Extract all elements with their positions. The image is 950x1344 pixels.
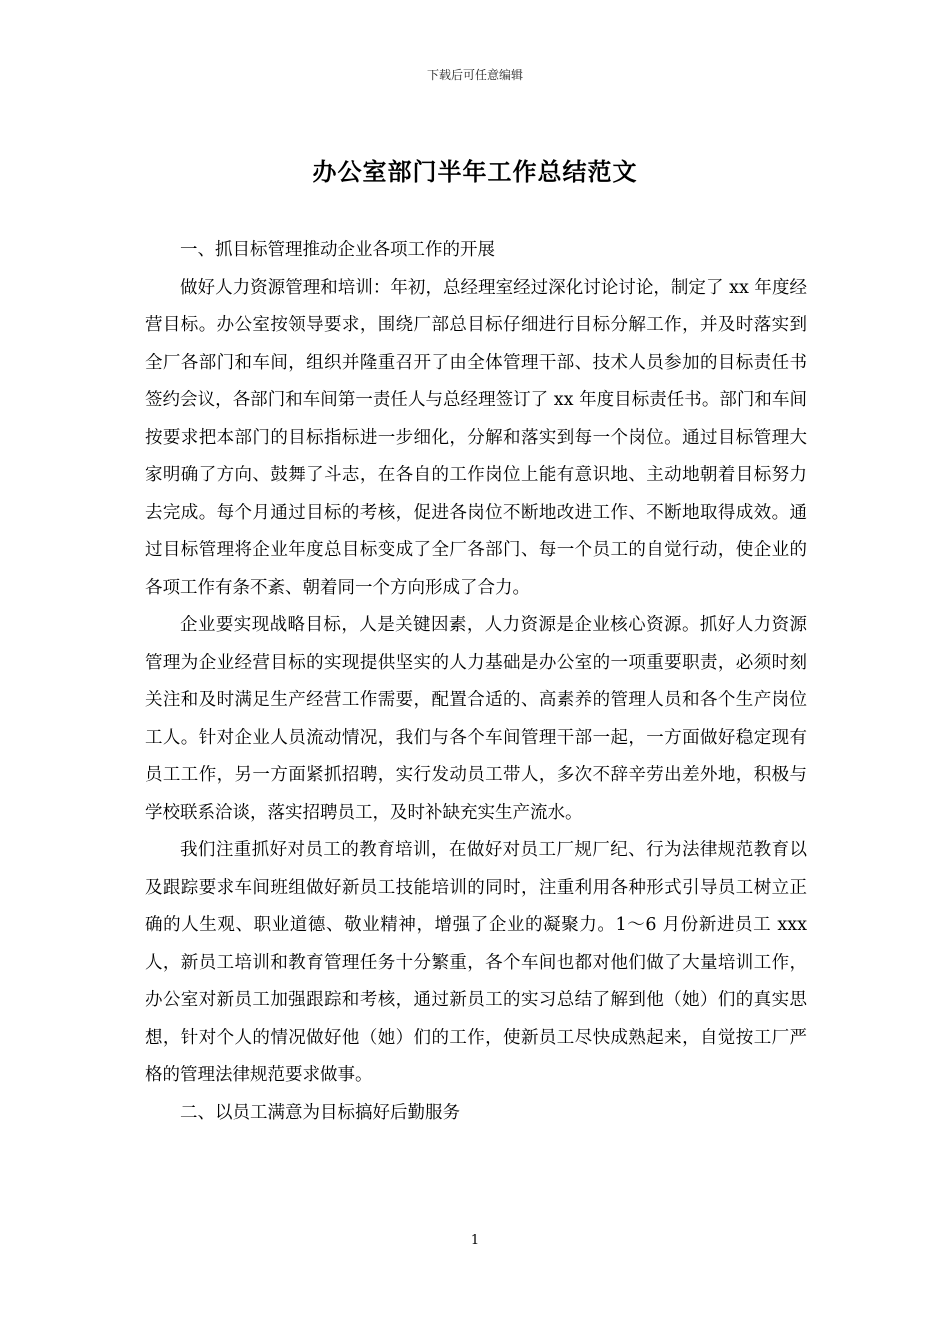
- page-number: 1: [470, 1233, 480, 1248]
- paragraph-1: 做好人力资源管理和培训：年初，总经理室经过深化讨论讨论，制定了 xx 年度经营目标。办公室按领导要求，围绕厂部总目标仔细进行目标分解工作，并及时落实到全厂各部门和车间，组织并隆重召开了由全体管理干部、技术人员参加的目标责任书签约会议，各部门和车间第一责任人与总经理签订了 xx 年度目标责任书。部门和车间按要求把本部门的目标指标进一步细化，分解和落实到每一个岗位。通过目标管理大家明确了方向、鼓舞了斗志，在各自的工作岗位上能有意识地、主动地朝着目标努力去完成。每个月通过目标的考核，促进各岗位不断地改进工作、不断地取得成效。通过目标管理将企业年度总目标变成了全厂各部门、每一个员工的自觉行动，使企业的各项工作有条不紊、朝着同一个方向形成了合力。: [145, 277, 807, 598]
- header-note: 下载后可任意编辑: [426, 68, 523, 82]
- paragraph-2: 企业要实现战略目标，人是关键因素，人力资源是企业核心资源。抓好人力资源管理为企业经营目标的实现提供坚实的人力基础是办公室的一项重要职责，必须时刻关注和及时满足生产经营工作需要，配置合适的、高素养的管理人员和各个生产岗位工人。针对企业人员流动情况，我们与各个车间管理干部一起，一方面做好稳定现有员工工作，另一方面紧抓招聘，实行发动员工带人，多次不辞辛劳出差外地，积极与学校联系洽谈，落实招聘员工，及时补缺充实生产流水。: [145, 615, 807, 823]
- section-heading-2: 二、以员工满意为目标搞好后勤服务: [180, 1102, 460, 1123]
- paragraph-3: 我们注重抓好对员工的教育培训，在做好对员工厂规厂纪、行为法律规范教育以及跟踪要求车间班组做好新员工技能培训的同时，注重利用各种形式引导员工树立正确的人生观、职业道德、敬业精神，增强了企业的凝聚力。1～6 月份新进员工 xxx 人，新员工培训和教育管理任务十分繁重，各个车间也都对他们做了大量培训工作，办公室对新员工加强跟踪和考核，通过新员工的实习总结了解到他（她）们的真实思想，针对个人的情况做好他（她）们的工作，使新员工尽快成熟起来，自觉按工厂严格的管理法律规范要求做事。: [145, 840, 807, 1085]
- document-body: [145, 232, 807, 1132]
- document-title: 办公室部门半年工作总结范文: [312, 157, 638, 186]
- section-heading-1: 一、抓目标管理推动企业各项工作的开展: [180, 240, 495, 260]
